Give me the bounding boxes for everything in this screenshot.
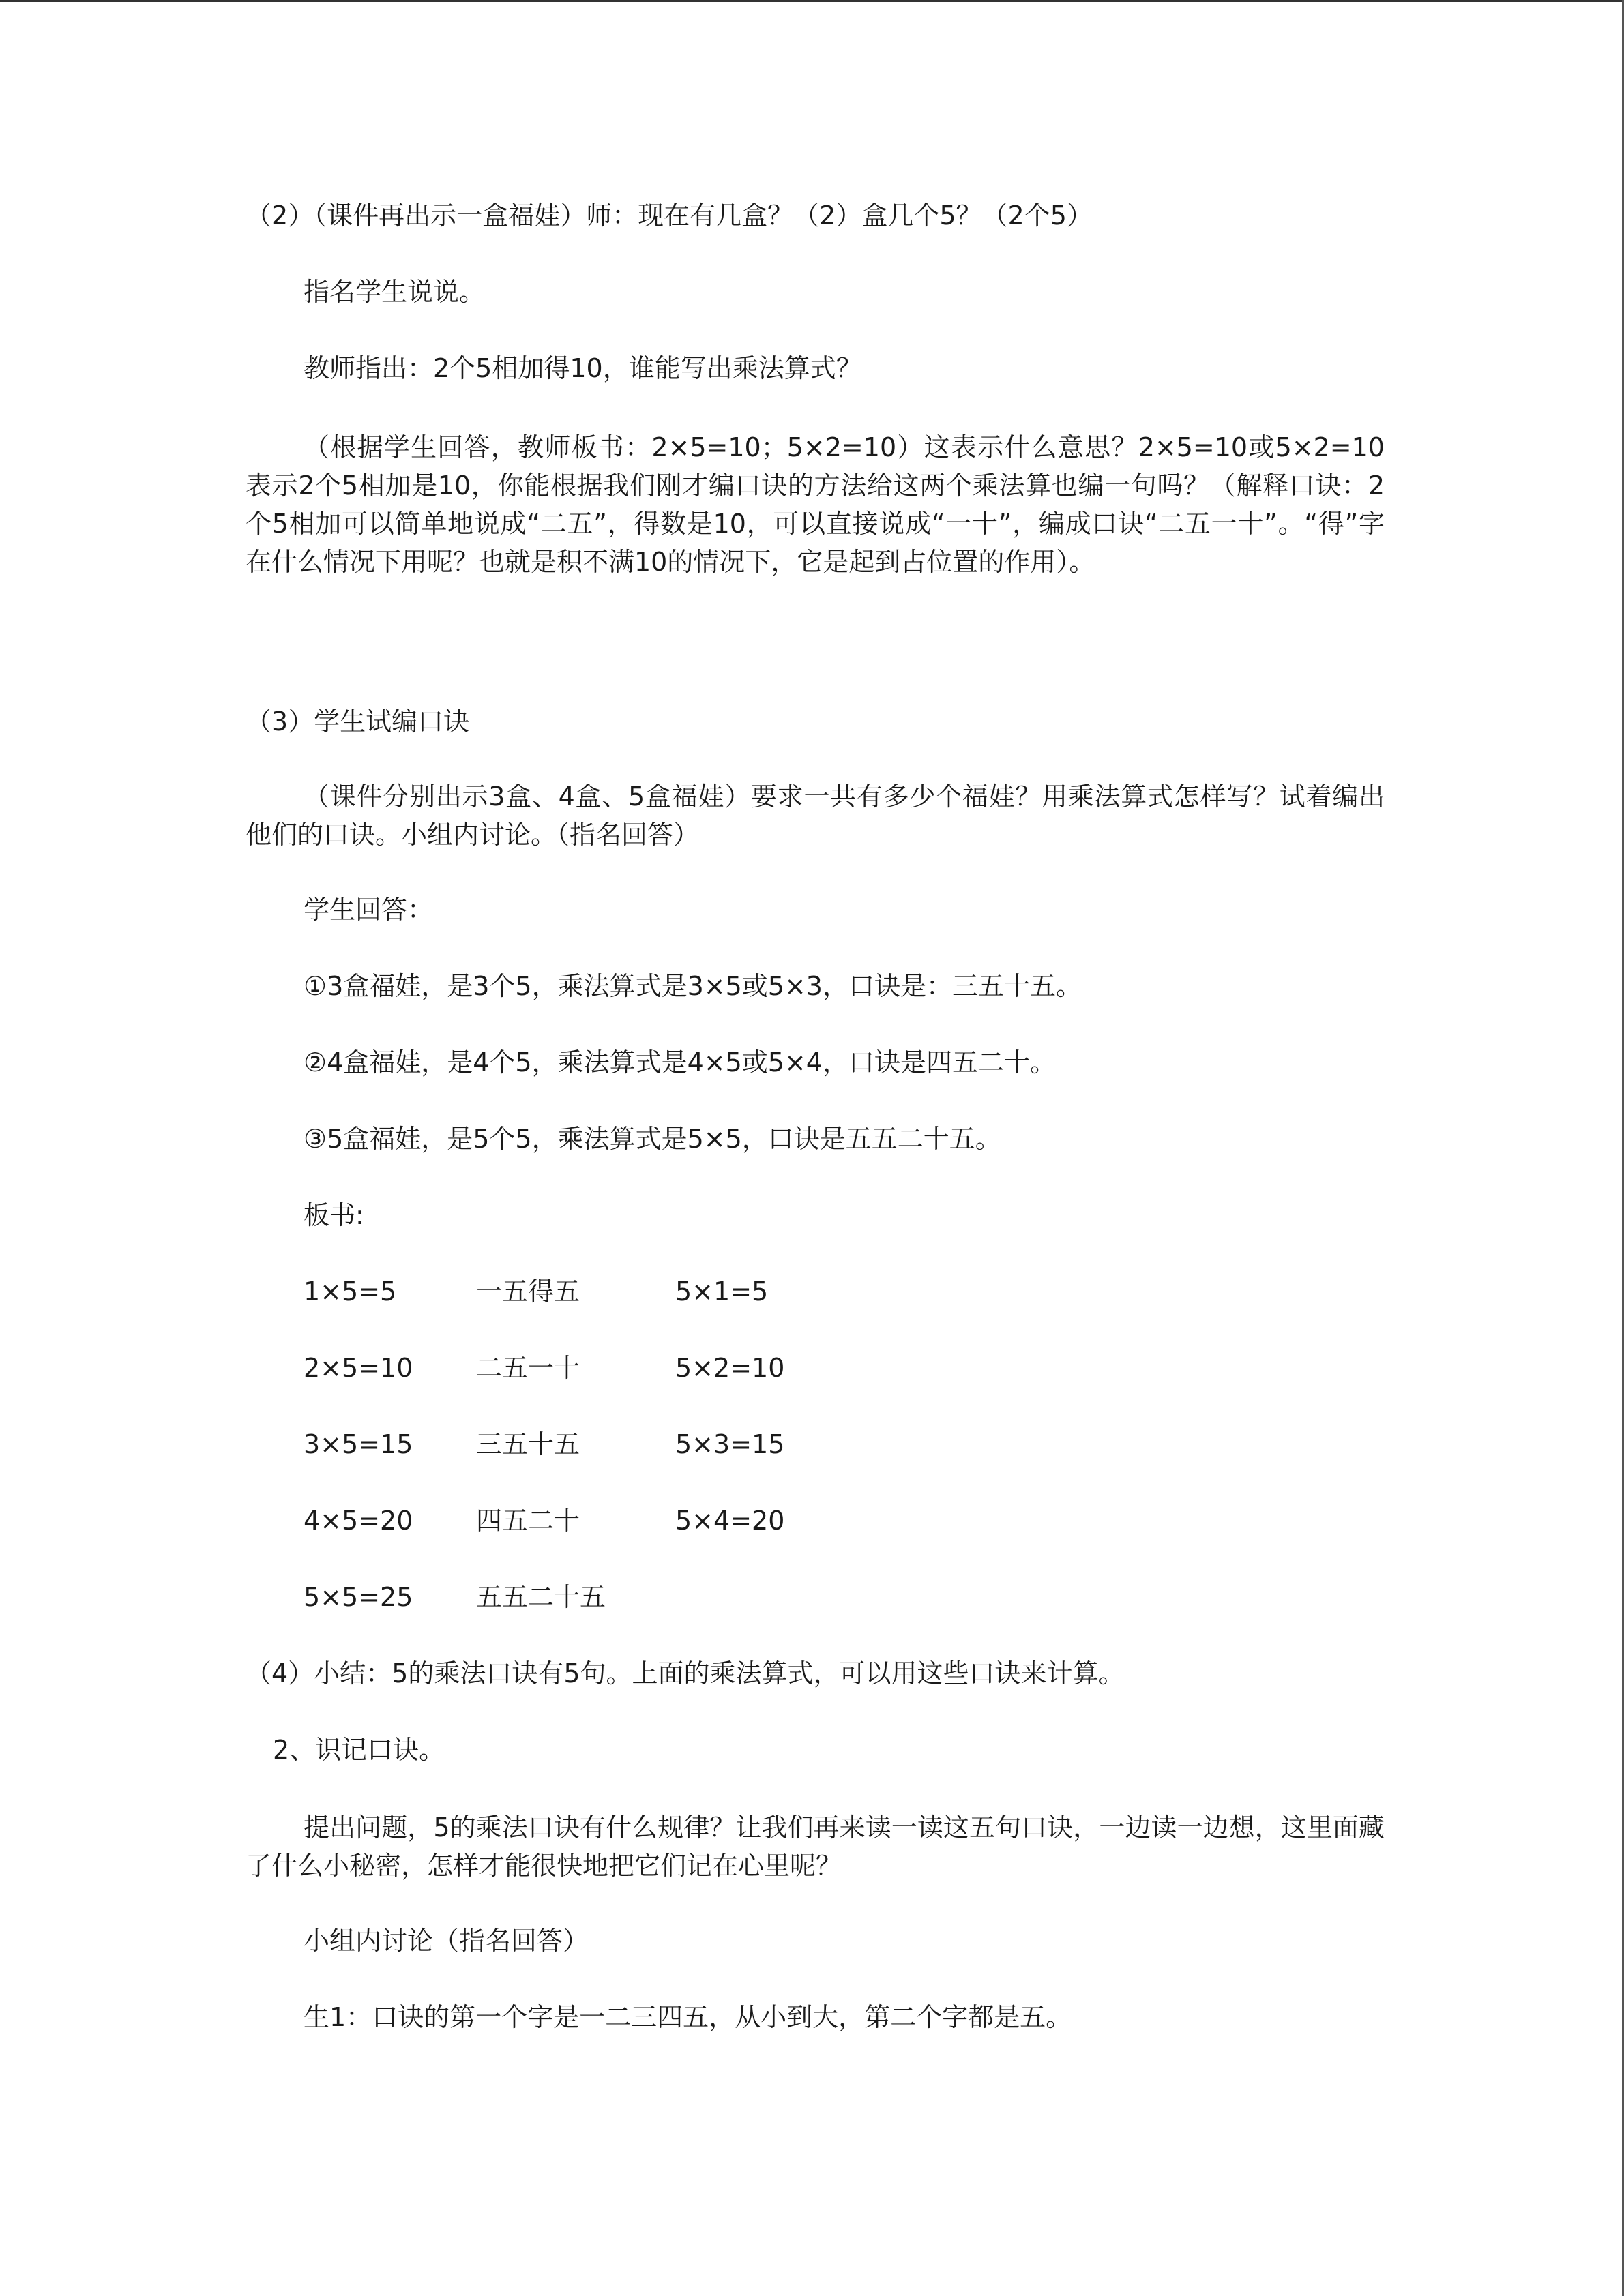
- answer-item-1: ①3盒福娃，是3个5，乘法算式是3×5或5×3，口诀是：三五十五。: [304, 971, 1082, 1001]
- board-cell-equation: 1×5=5: [304, 1277, 397, 1307]
- page-top-border: [0, 0, 1624, 2]
- paragraph-student-1: 生1：口诀的第一个字是一二三四五，从小到大，第二个字都是五。: [304, 2002, 1072, 2032]
- board-cell-rhyme: 四五二十: [476, 1506, 580, 1536]
- paragraph-students-speak: 指名学生说说。: [304, 277, 486, 307]
- paragraph-student-answers: 学生回答：: [304, 895, 434, 925]
- paragraph-teacher-points-out: 教师指出：2个5相加得10，谁能写出乘法算式？: [304, 353, 862, 383]
- board-cell-equation: 3×5=15: [304, 1429, 413, 1459]
- board-cell-equation-reversed: 5×4=20: [675, 1506, 785, 1536]
- paragraph-step-2: （2）（课件再出示一盒福娃）师：现在有几盒？（2）盒几个5？（2个5）: [246, 200, 1093, 230]
- board-writing-label: 板书:: [304, 1200, 364, 1230]
- section-heading-memorize: 2、识记口诀。: [273, 1735, 445, 1765]
- board-cell-equation: 5×5=25: [304, 1582, 413, 1612]
- board-cell-equation: 2×5=10: [304, 1353, 413, 1383]
- answer-item-3: ③5盒福娃，是5个5，乘法算式是5×5，口诀是五五二十五。: [304, 1124, 1001, 1154]
- board-cell-rhyme: 二五一十: [476, 1353, 580, 1383]
- board-cell-rhyme: 五五二十五: [476, 1582, 606, 1612]
- board-cell-equation: 4×5=20: [304, 1506, 413, 1536]
- paragraph-courseware: （课件分别出示3盒、4盒、5盒福娃）要求一共有多少个福娃？用乘法算式怎样写？试着编出他们的口诀。小组内讨论。（指名回答）: [246, 781, 1385, 850]
- paragraph-explanation: （根据学生回答，教师板书：2×5=10；5×2=10）这表示什么意思？2×5=10或5×2=10表示2个5相加是10，你能根据我们刚才编口诀的方法给这两个乘法算也编一句吗？（解释口诀：2个5相加可以简单地说成“二五”，得数是10，可以直接说成“一十”，编成口诀“二五一十”。“得”字在什么情况下用呢？也就是积不满10的情况下，它是起到占位置的作用）。: [246, 432, 1385, 577]
- answer-item-2: ②4盒福娃，是4个5，乘法算式是4×5或5×4，口诀是四五二十。: [304, 1047, 1056, 1077]
- board-cell-equation-reversed: 5×2=10: [675, 1353, 785, 1383]
- board-cell-rhyme: 三五十五: [476, 1429, 580, 1459]
- board-cell-rhyme: 一五得五: [476, 1277, 580, 1307]
- paragraph-step-3: （3）学生试编口诀: [246, 706, 470, 736]
- paragraph-question: 提出问题，5的乘法口诀有什么规律？让我们再来读一读这五句口诀，一边读一边想，这里面藏了什么小秘密，怎样才能很快地把它们记在心里呢？: [246, 1813, 1385, 1881]
- board-cell-equation-reversed: 5×3=15: [675, 1429, 785, 1459]
- paragraph-step-4-summary: （4）小结：5的乘法口诀有5句。上面的乘法算式，可以用这些口诀来计算。: [246, 1658, 1125, 1688]
- paragraph-group-discussion: 小组内讨论（指名回答）: [304, 1926, 589, 1956]
- board-cell-equation-reversed: 5×1=5: [675, 1277, 769, 1307]
